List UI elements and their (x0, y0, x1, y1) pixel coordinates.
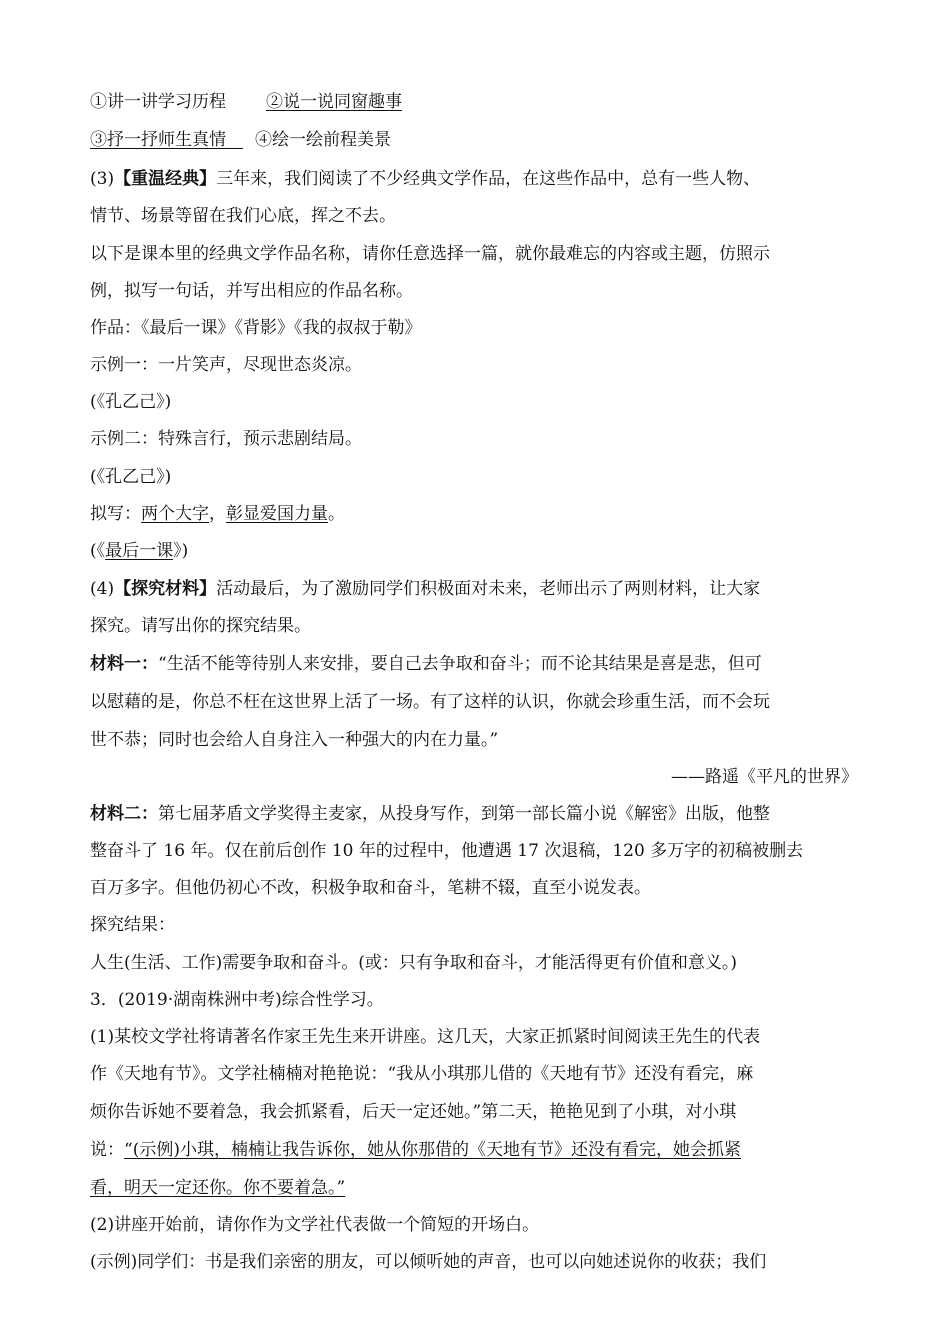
p1-answer-line-2: 看，明天一定还你。你不要着急。” (90, 1178, 346, 1198)
q4-number: (4) (90, 579, 115, 599)
q4-intro-line-2: 探究。请写出你的探究结果。 (90, 616, 311, 636)
p1-answer-line-1: “(示例)小琪，楠楠让我告诉你，她从你那借的《天地有节》还没有看完，她会抓紧 (124, 1140, 741, 1160)
result-label: 探究结果： (90, 915, 175, 935)
q3-task-line-1: 以下是课本里的经典文学作品名称，请你任意选择一篇，就你最难忘的内容或主题，仿照示 (90, 244, 770, 264)
material-2-label: 材料二： (90, 804, 158, 824)
material-1-line-1 (90, 651, 762, 677)
option-1: ①讲一讲学习历程 (90, 92, 226, 112)
material-1-line-2: 以慰藉的是，你总不枉在这世界上活了一场。有了这样的认识，你就会珍重生活，而不会玩 (90, 692, 770, 712)
material-2-line-2: 整奋斗了 16 年。仅在前后创作 10 年的过程中，他遭遇 17 次退稿，120 多万字的初稿被删去 (90, 841, 804, 861)
q4-intro-text: 活动最后，为了激励同学们积极面对未来，老师出示了两则材料，让大家 (216, 579, 761, 599)
q3-p1-line-1: (1)某校文学社将请著名作家王先生来开讲座。这几天，大家正抓紧时间阅读王先生的代表 (90, 1027, 761, 1047)
options-row-1 (90, 89, 402, 115)
material-2-line-3: 百万多字。但他仍初心不改，积极争取和奋斗，笔耕不辍，直至小说发表。 (90, 878, 651, 898)
draft-label: 拟写： (90, 504, 141, 524)
material-1-line-3: 世不恭；同时也会给人自身注入一种强大的内在力量。” (90, 730, 499, 750)
material-1-source: ——路遥《平凡的世界》 (671, 767, 858, 787)
src-close: 》) (173, 541, 189, 561)
q3-p2-answer: (示例)同学们：书是我们亲密的朋友，可以倾听她的声音，也可以向她述说你的收获；我们 (90, 1252, 767, 1272)
q3-p1-line-3: 烦你告诉她不要着急，我会抓紧看，后天一定还她。”第二天，艳艳见到了小琪，对小琪 (90, 1102, 737, 1122)
q4-intro-line-1 (90, 576, 760, 602)
draft-end: 。 (328, 504, 345, 524)
src-name-answer: 最后一课 (105, 541, 174, 561)
draft-comma: ， (209, 504, 226, 524)
q3-task-line-2: 例，拟写一句话，并写出相应的作品名称。 (90, 281, 413, 301)
draft-answer-b: 彰显爱国力量 (226, 504, 328, 524)
q3-example-2-source: (《孔乙己》) (90, 467, 172, 487)
options-row-2 (90, 127, 391, 153)
q3-p1-line-4 (90, 1137, 741, 1163)
q3-p2: (2)讲座开始前，请你作为文学社代表做一个简短的开场白。 (90, 1215, 540, 1235)
q3-intro-text: 三年来，我们阅读了不少经典文学作品，在这些作品中，总有一些人物、 (216, 169, 761, 189)
question-3-heading: 3．(2019·湖南株洲中考)综合性学习。 (90, 990, 384, 1010)
q3-p1-line-2: 作《天地有节》。文学社楠楠对艳艳说：“我从小琪那儿借的《天地有节》还没有看完，麻 (90, 1064, 754, 1084)
q4-tag: 【探究材料】 (114, 579, 217, 599)
q3-draft-answer (90, 501, 345, 527)
q3-example-1: 示例一：一片笑声，尽现世态炎凉。 (90, 355, 362, 375)
material-1-label: 材料一： (90, 654, 158, 674)
option-3: ③抒一抒师生真情 (90, 130, 226, 150)
q3-example-1-source: (《孔乙己》) (90, 392, 172, 412)
material-2-line-1 (90, 801, 770, 827)
q3-draft-source (90, 538, 188, 564)
option-2: ②说一说同窗趣事 (266, 92, 402, 112)
p1-say-label: 说： (90, 1140, 124, 1160)
material-2-text: 第七届茅盾文学奖得主麦家，从投身写作，到第一部长篇小说《解密》出版，他整 (158, 804, 770, 824)
q3-example-2: 示例二：特殊言行，预示悲剧结局。 (90, 429, 362, 449)
result-answer: 人生(生活、工作)需要争取和奋斗。(或：只有争取和奋斗，才能活得更有价值和意义。) (90, 953, 738, 973)
q3-tag: 【重温经典】 (114, 169, 217, 189)
option-3-blank (226, 130, 243, 150)
material-1-text: “生活不能等待别人来安排，要自己去争取和奋斗；而不论其结果是喜是悲，但可 (158, 654, 762, 674)
q3-intro-line-1 (90, 166, 760, 192)
option-4: ④绘一绘前程美景 (255, 130, 391, 150)
q3-intro-line-2: 情节、场景等留在我们心底，挥之不去。 (90, 206, 396, 226)
src-open: (《 (90, 541, 106, 561)
draft-answer-a: 两个大字 (141, 504, 209, 524)
q3-p1-line-5 (90, 1175, 345, 1201)
q3-works: 作品：《最后一课》《背影》《我的叔叔于勒》 (90, 318, 422, 338)
q3-number: (3) (90, 169, 115, 189)
